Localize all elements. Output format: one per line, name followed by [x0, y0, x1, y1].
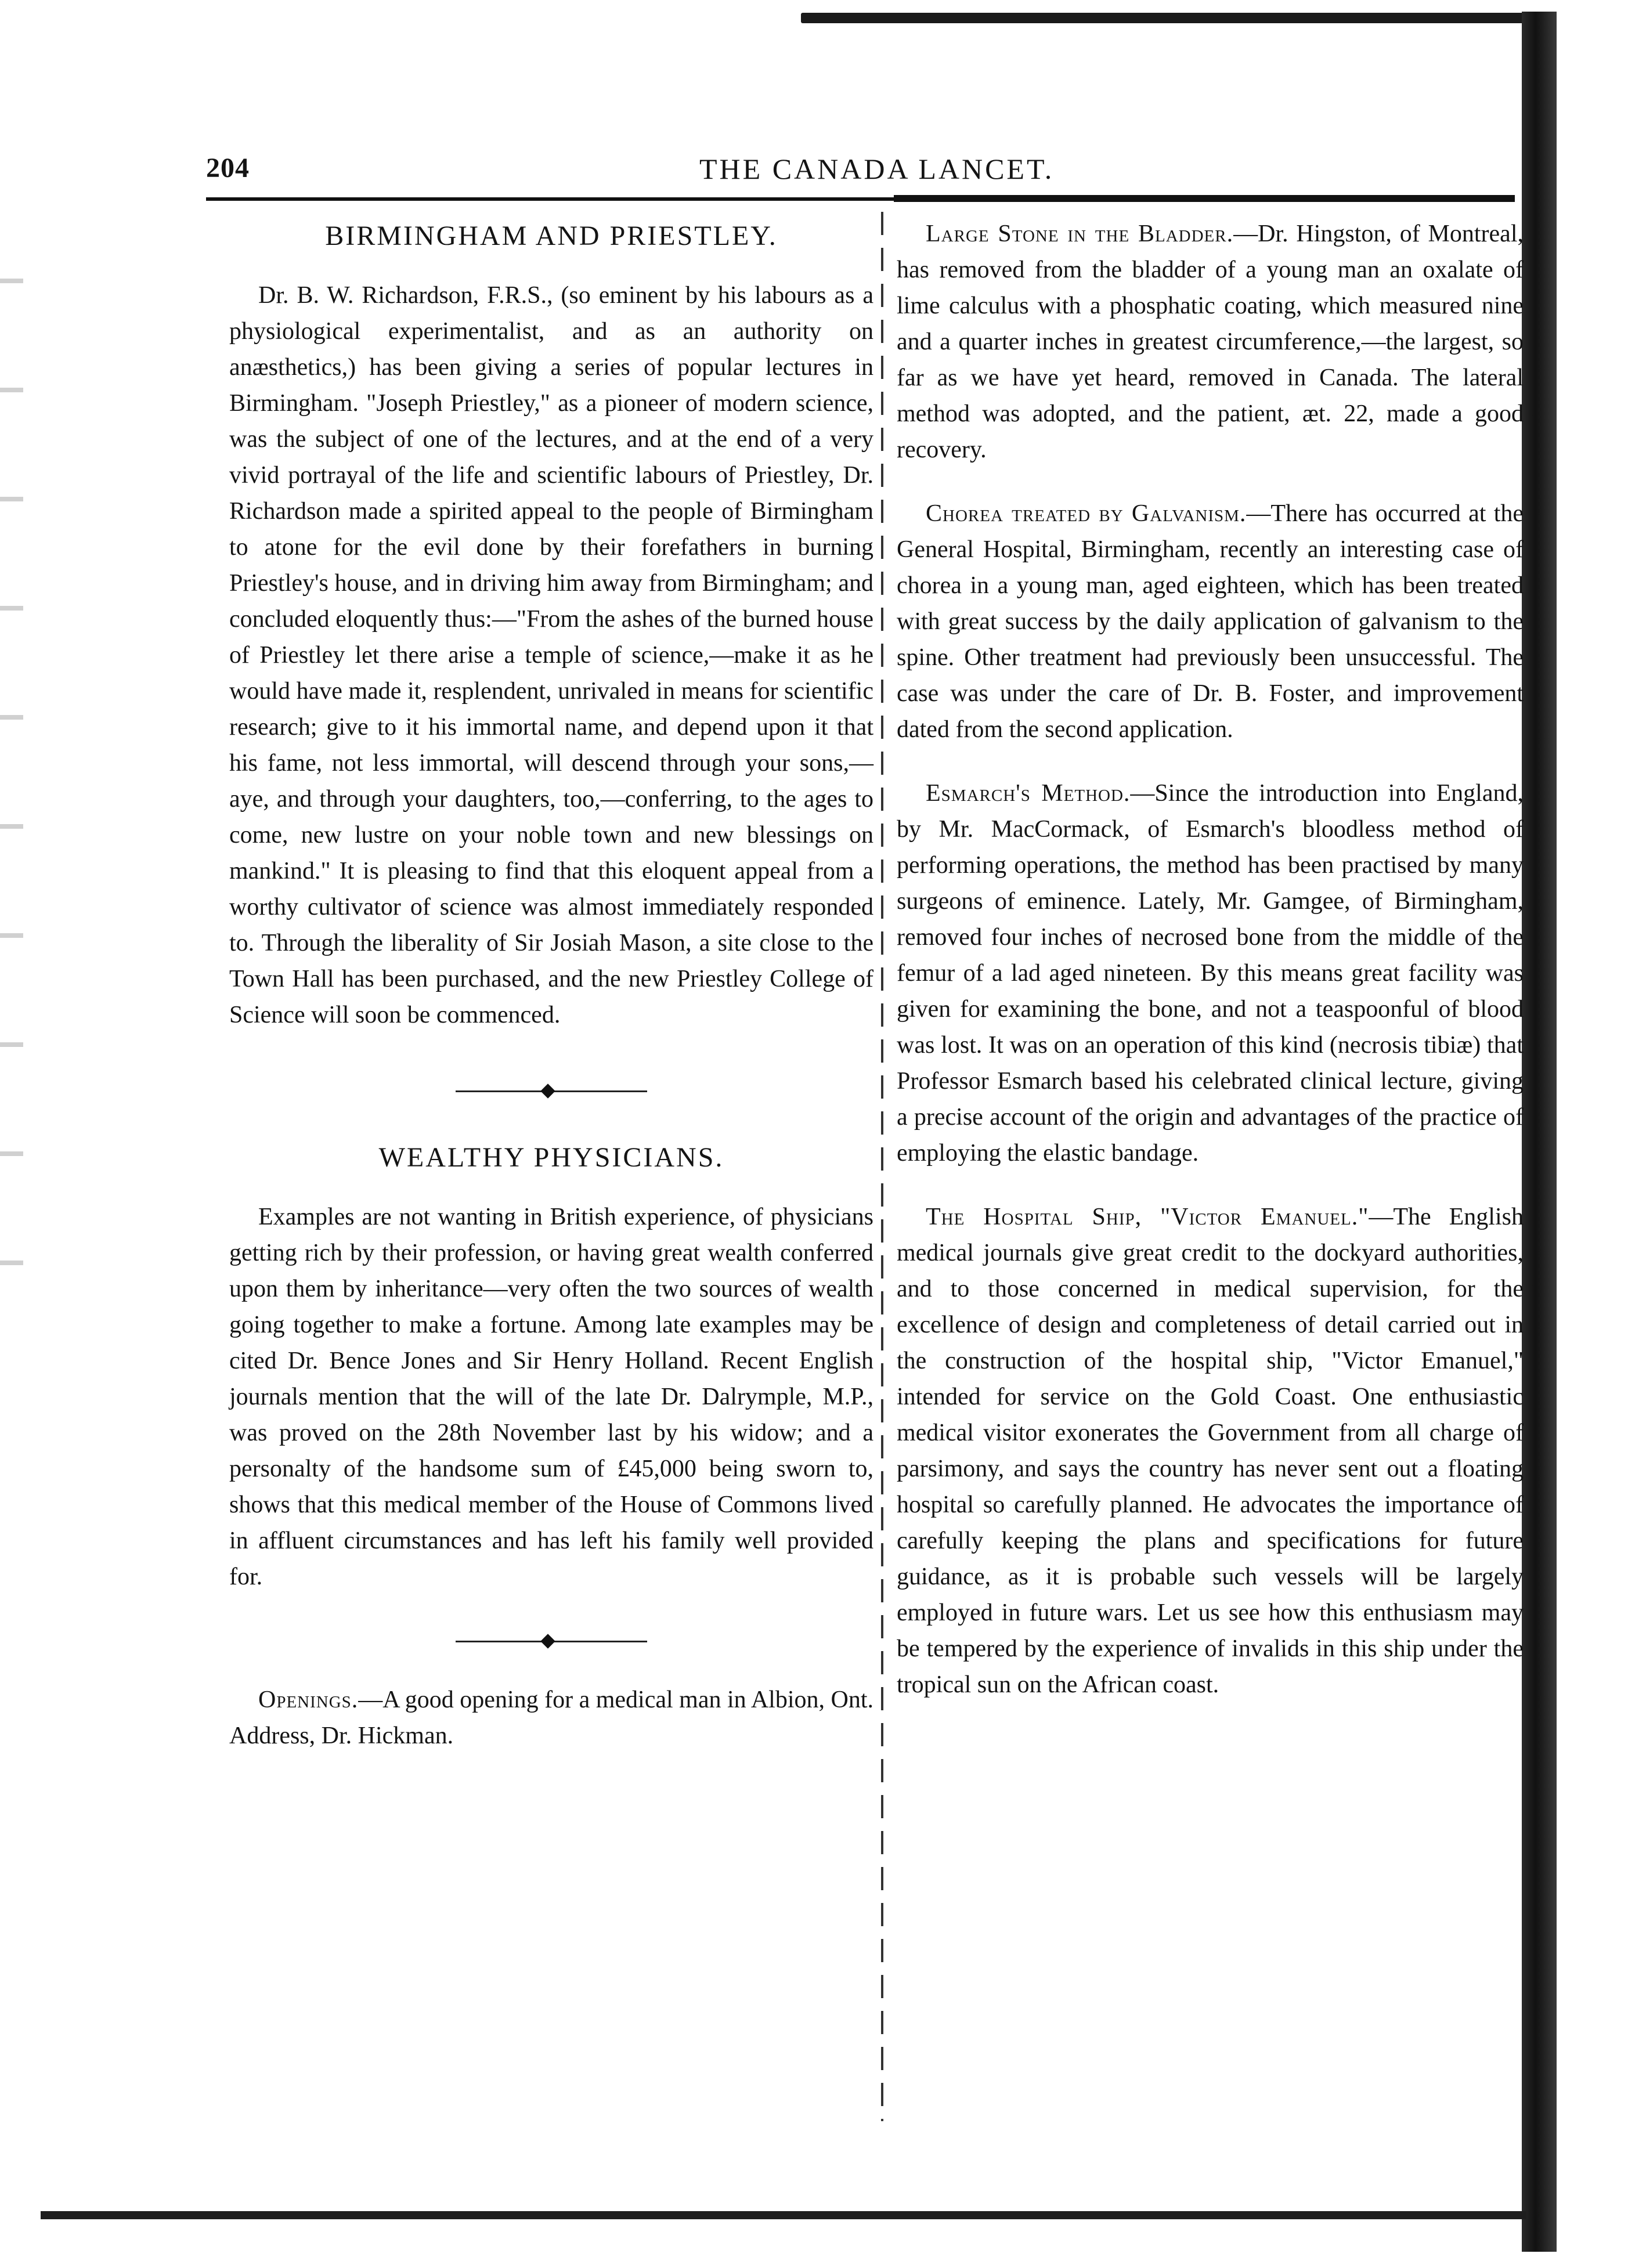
page-number: 204: [206, 153, 250, 183]
article-body-wealthy-physicians: Examples are not wanting in British experience, of physicians getting rich by their profession, or having great wealth conferred upon them by inheritance—very often the two sources of wealth going together to make a fortune. Among late examples may be cited Dr. Bence Jones and Sir Henry Holland. Recent English journals mention that the will of the late Dr. Dalrymple, M.P., was proved on the 28th November last by his widow; and a personalty of the handsome sum of £45,000 being sworn to, shows that this medical member of the House of Commons lived in affluent circumstances and has left his family well provided for.: [229, 1204, 873, 1590]
header-rule-thick: [894, 195, 1515, 202]
item-chorea: [897, 496, 1524, 747]
item-hospital-ship: [897, 1199, 1524, 1703]
item-large-stone-lead: Large Stone in the Bladder.: [926, 221, 1234, 247]
item-chorea-lead: Chorea treated by Galvanism.: [926, 500, 1247, 527]
article-heading-wealthy-physicians: WEALTHY PHYSICIANS.: [378, 1142, 724, 1173]
article-heading-birmingham-priestley: BIRMINGHAM AND PRIESTLEY.: [325, 221, 778, 251]
item-chorea-body: —There has occurred at the General Hospital, Birmingham, recently an interesting case of chorea in a young man, aged eighteen, which has been treated with great success by the daily application of galvanism to the spine. Other treatment had previously been unsuccessful. The case was under the care of Dr. B. Foster, and improvement dated from the second application.: [897, 500, 1524, 743]
openings-body: —A good opening for a medical man in Albion, Ont. Address, Dr. Hickman.: [229, 1686, 873, 1749]
article-body-birmingham-priestley: Dr. B. W. Richardson, F.R.S., (so eminent by his labours as a physiological experimentalist, and as an authority on anæsthetics,) has been giving a series of popular lectures in Birmingham. "Joseph Priestley," as a pioneer of modern science, was the subject of one of the lectures, and at the end of a very vivid portrayal of the life and scientific labours of Priestley, Dr. Richardson made a spirited appeal to the people of Birmingham to atone for the evil done by their forefathers in burning Priestley's house, and in driving him away from Birmingham; and concluded eloquently thus:—"From the ashes of the burned house of Priestley let there arise a temple of science,—make it as he would have made it, resplendent, unrivaled in means for scientific research; give to it his immortal name, and depend upon it that his fame, not less immortal, will descend through your sons,—aye, and through your daughters, too,—conferring, to the ages to come, new lustre on your noble town and new blessings on mankind." It is pleasing to find that this eloquent appeal from a worthy cultivator of science was almost immediately responded to. Through the liberality of Sir Josiah Mason, a site close to the Town Hall has been purchased, and the new Priestley College of Science will soon be commenced.: [229, 282, 873, 1028]
article-openings: [229, 1682, 873, 1754]
scan-bottom-rule: [41, 2211, 1526, 2219]
item-esmarch-lead: Esmarch's Method.: [926, 780, 1131, 807]
right-column: [897, 216, 1524, 1703]
item-large-stone-body: —Dr. Hingston, of Montreal, has removed from the bladder of a young man an oxalate of lime calculus with a phosphatic coating, which measured nine and a quarter inches in greatest circumference,—the largest, so far as we have yet heard, removed in Canada. The lateral method was adopted, and the patient, æt. 22, made a good recovery.: [897, 221, 1524, 463]
item-esmarch: [897, 775, 1524, 1171]
running-head: [206, 152, 1515, 187]
item-large-stone: [897, 216, 1524, 468]
scan-speckles: [0, 174, 23, 1335]
item-esmarch-body: —Since the introduction into England, by Mr. MacCormack, of Esmarch's bloodless method of performing operations, the method has been practised by many surgeons of eminence. Lately, Mr. Gamgee, of Birmingham, removed four inches of necrosed bone from the middle of the femur of a lad aged nineteen. By this means great facility was given for examining the bone, and not a teaspoonful of blood was lost. It was on an operation of this kind (necrosis tibiæ) that Professor Esmarch based his celebrated clinical lecture, giving a precise account of the origin and advantages of the practice of employing the elastic bandage.: [897, 780, 1524, 1166]
item-hospital-ship-body: —The English medical journals give great credit to the dockyard authorities, and to those concerned in medical supervision, for the excellence of design and completeness of detail carried out in the construction of the hospital ship, "Victor Emanuel," intended for service on the Gold Coast. One enthusiastic medical visitor exonerates the Government from all charge of parsimony, and says the country has never sent out a floating hospital so carefully planned. He advocates the importance of carefully keeping the plans and specifications for future guidance, as it is probable such vessels will be largely employed in future wars. Let us see how this enthusiasm may be tempered by the experience of invalids in this ship under the tropical sun on the African coast.: [897, 1204, 1524, 1698]
item-hospital-ship-lead: The Hospital Ship, "Victor Emanuel.": [926, 1204, 1369, 1230]
scan-top-rule: [801, 13, 1532, 23]
column-divider: [881, 212, 883, 2121]
section-separator: [456, 1630, 647, 1653]
openings-lead: Openings.: [258, 1686, 359, 1713]
left-column: [229, 216, 873, 1754]
journal-title: THE CANADA LANCET.: [699, 153, 1055, 185]
section-separator: [456, 1079, 647, 1103]
scan-binding-edge: [1522, 12, 1557, 2252]
